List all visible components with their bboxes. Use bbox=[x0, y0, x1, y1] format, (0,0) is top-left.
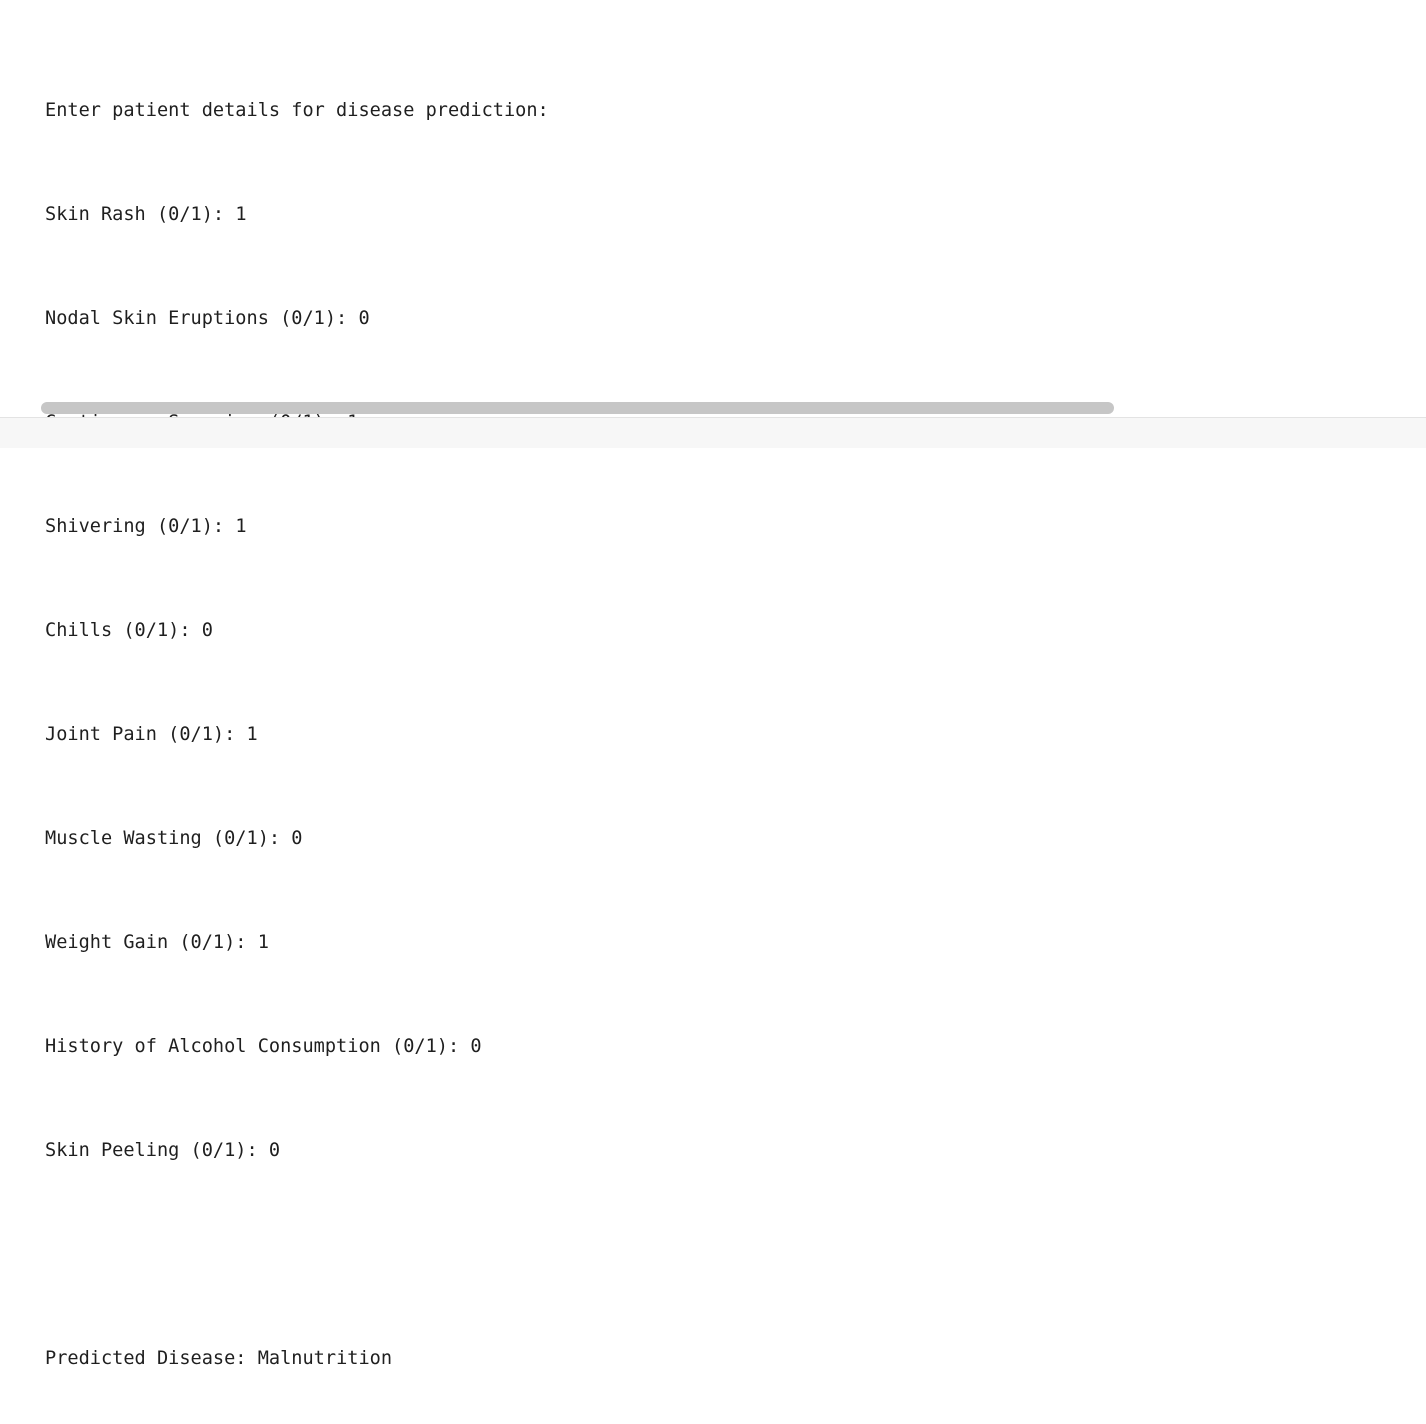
input-value: 0 bbox=[201, 620, 213, 641]
input-value: 0 bbox=[470, 1036, 482, 1057]
input-value: 0 bbox=[268, 1140, 281, 1161]
prompt-line: Enter patient details for disease prediction: bbox=[45, 100, 549, 121]
input-line-weight-gain bbox=[45, 930, 549, 956]
next-cell-area bbox=[0, 418, 1426, 448]
input-label: Skin Rash (0/1): bbox=[45, 204, 236, 225]
input-label: Skin Peeling (0/1): bbox=[45, 1140, 269, 1161]
input-line-nodal-skin-eruptions bbox=[45, 306, 549, 332]
input-value: 1 bbox=[235, 516, 247, 537]
input-value: 0 bbox=[291, 828, 303, 849]
blank-line bbox=[45, 1242, 549, 1268]
input-label: Joint Pain (0/1): bbox=[45, 724, 247, 745]
input-label: History of Alcohol Consumption (0/1): bbox=[45, 1036, 471, 1057]
input-line-muscle-wasting bbox=[45, 826, 549, 852]
input-line-chills bbox=[45, 618, 549, 644]
stdout-text bbox=[45, 46, 549, 1424]
input-label: Muscle Wasting (0/1): bbox=[45, 828, 292, 849]
input-value: 0 bbox=[358, 308, 370, 329]
input-line-history-of-alcohol-consumption bbox=[45, 1034, 549, 1060]
input-line-shivering bbox=[45, 514, 549, 540]
input-label: Nodal Skin Eruptions (0/1): bbox=[45, 308, 359, 329]
input-label: Weight Gain (0/1): bbox=[45, 932, 258, 953]
input-value: 1 bbox=[257, 932, 269, 953]
input-line-skin-peeling bbox=[45, 1138, 549, 1164]
result-label: Predicted Disease: bbox=[45, 1348, 258, 1369]
horizontal-scrollbar-thumb[interactable] bbox=[41, 402, 1114, 414]
input-label: Shivering (0/1): bbox=[45, 516, 236, 537]
input-value: 1 bbox=[235, 204, 247, 225]
input-line-skin-rash bbox=[45, 202, 549, 228]
result-value: Malnutrition bbox=[257, 1348, 393, 1369]
input-label: Chills (0/1): bbox=[45, 620, 202, 641]
input-value: 1 bbox=[246, 724, 258, 745]
input-line-joint-pain bbox=[45, 722, 549, 748]
prediction-result-line bbox=[45, 1346, 549, 1372]
